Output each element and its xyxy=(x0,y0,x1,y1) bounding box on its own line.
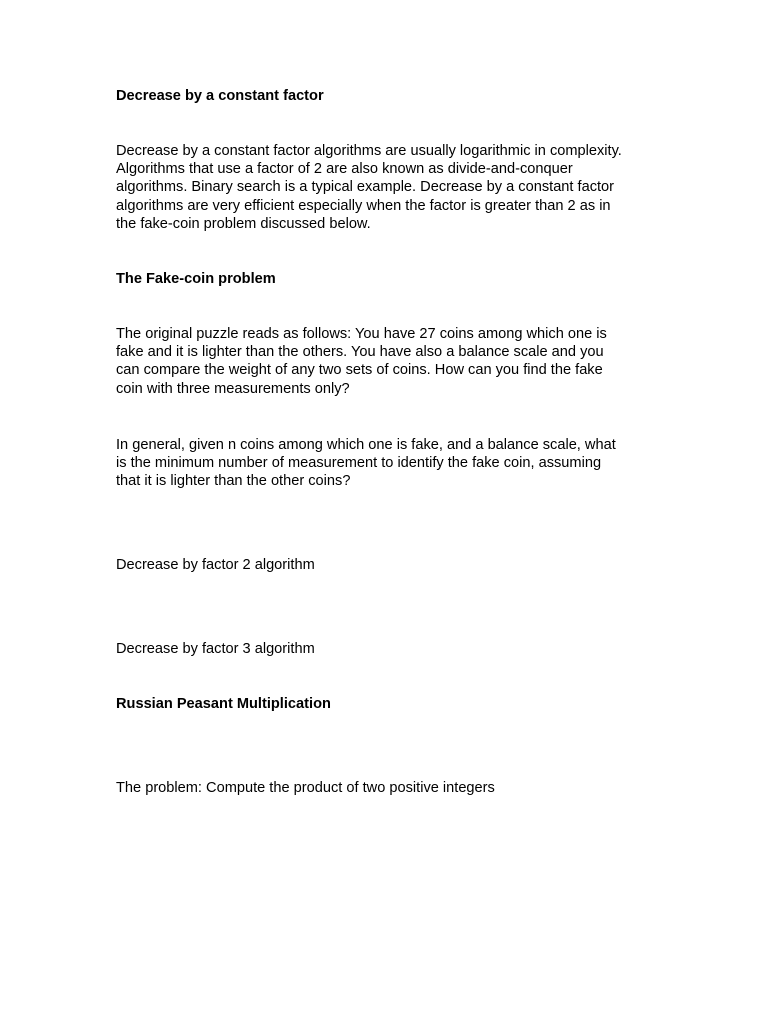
paragraph-fake-coin-puzzle: The original puzzle reads as follows: You have 27 coins among which one is fake and it is lighter than the others. You have also a balance scale and you can compare the weight of any two sets of coins. How can you find the fake coin with three measurements only? xyxy=(116,326,607,397)
paragraph-constant-factor-intro: Decrease by a constant factor algorithms are usually logarithmic in complexity. Algorithms that use a factor of 2 are also known as divide-and-conquer algorithms. Binary search is a typical example. Decrease by a constant factor algorithms are very efficient especially when the factor is greater than 2 as in the fake-coin problem discussed below. xyxy=(116,143,622,232)
section-heading-constant-factor: Decrease by a constant factor xyxy=(116,88,324,104)
line-factor-3-algorithm: Decrease by factor 3 algorithm xyxy=(116,641,315,657)
section-heading-fake-coin: The Fake-coin problem xyxy=(116,271,276,287)
paragraph-fake-coin-general: In general, given n coins among which one is fake, and a balance scale, what is the minimum number of measurement to identify the fake coin, assuming that it is lighter than the other coins? xyxy=(116,437,616,490)
paragraph-russian-peasant-problem: The problem: Compute the product of two positive integers xyxy=(116,780,495,796)
section-heading-russian-peasant: Russian Peasant Multiplication xyxy=(116,696,331,712)
line-factor-2-algorithm: Decrease by factor 2 algorithm xyxy=(116,557,315,573)
